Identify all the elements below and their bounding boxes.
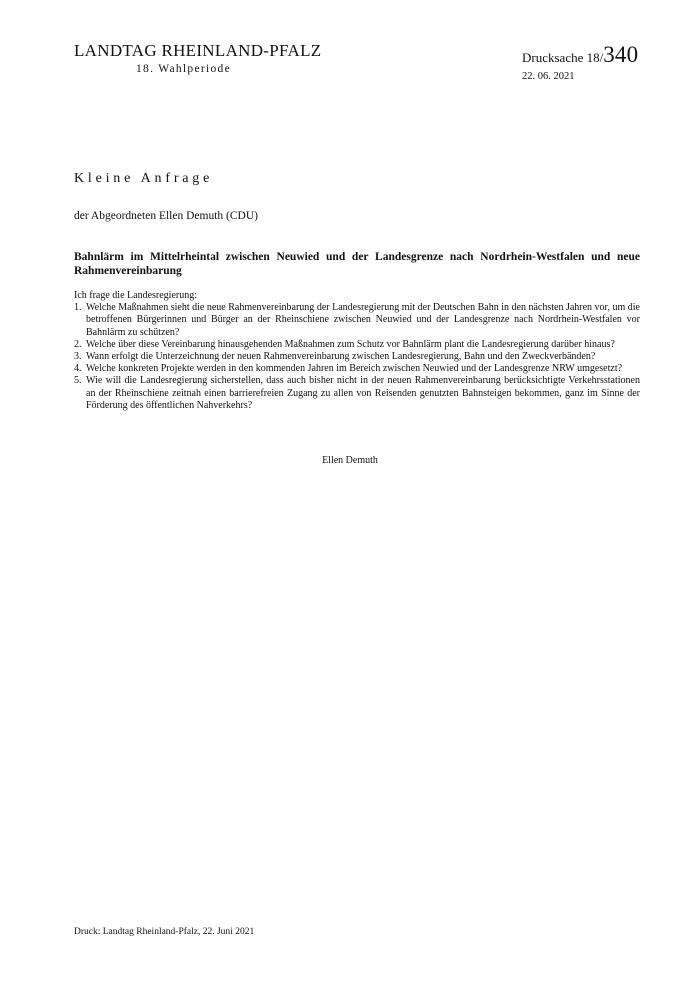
document-header-left	[74, 42, 334, 75]
document-date: 22. 06. 2021	[522, 71, 575, 82]
question-number: 5.	[74, 375, 82, 387]
question-number: 1.	[74, 302, 82, 314]
legislative-period: 18. Wahlperiode	[136, 63, 232, 75]
question-number: 4.	[74, 363, 82, 375]
print-footer: Druck: Landtag Rheinland-Pfalz, 22. Juni 2021	[74, 927, 255, 937]
question-item	[74, 363, 640, 375]
document-label: Drucksache 18/	[522, 50, 604, 65]
question-text: Wie will die Landesregierung sicherstellen, dass auch bisher nicht in der neuen Rahmenvereinbarung berücksichtigte Verkehrsstationen an der Rheinschiene zeitnah einen barrierefreien Zugang zu allen von Reisenden genutzten Bahnsteigen bekommen, ganz im Sinne der Förderung des öffentlichen Nahverkehrs?	[86, 375, 640, 411]
question-text: Welche über diese Vereinbarung hinausgehenden Maßnahmen zum Schutz vor Bahnlärm plant die Landesregierung darüber hinaus?	[86, 338, 615, 350]
question-item	[74, 339, 640, 351]
question-text: Wann erfolgt die Unterzeichnung der neuen Rahmenvereinbarung zwischen Landesregierung, Bahn und den Zweckverbänden?	[86, 351, 596, 363]
inquiry-subject: Bahnlärm im Mittelrheintal zwischen Neuwied und der Landesgrenze nach Nordrhein-Westfalen und neue Rahmenvereinbarung	[74, 251, 640, 277]
question-text: Welche Maßnahmen sieht die neue Rahmenvereinbarung der Landesregierung mit der Deutschen Bahn in den nächsten Jahren vor, um die betroffenen Bürgerinnen und Bürger an der Rheinschiene zwischen Neuwied und der Landesgrenze nach Nordrhein-Westfalen vor Bahnlärm zu schützen?	[86, 302, 640, 338]
document-title: Kleine Anfrage	[74, 171, 214, 186]
question-number: 2.	[74, 338, 82, 350]
question-item	[74, 351, 640, 363]
signature: Ellen Demuth	[322, 455, 378, 466]
inquiry-body	[74, 290, 640, 412]
inquiry-intro: Ich frage die Landesregierung:	[74, 290, 197, 301]
document-reference	[522, 44, 652, 69]
question-item	[74, 375, 640, 412]
document-header-right	[522, 44, 652, 82]
author-line: der Abgeordneten Ellen Demuth (CDU)	[74, 210, 258, 222]
document-number: 340	[603, 42, 639, 67]
question-list	[74, 302, 640, 412]
question-text: Welche konkreten Projekte werden in den kommenden Jahren im Bereich zwischen Neuwied und der Landesgrenze NRW umgesetzt?	[86, 363, 623, 375]
parliament-name: LANDTAG RHEINLAND-PFALZ	[74, 41, 322, 60]
question-item	[74, 302, 640, 339]
question-number: 3.	[74, 351, 82, 363]
